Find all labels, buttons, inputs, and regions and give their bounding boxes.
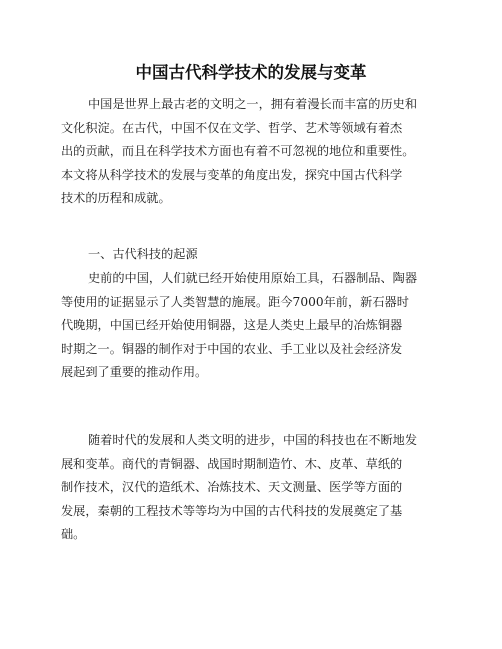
text-line: 代晚期，中国已经开始使用铜器，这是人类史上最早的冶炼铜器 <box>61 318 403 333</box>
text-line: 中国是世界上最古老的文明之一，拥有着漫长而丰富的历史和 <box>88 97 418 111</box>
intro-paragraph <box>61 93 461 211</box>
text-line: 等使用的证据显示了人类智慧的施展。距今7000年前，新石器时 <box>61 294 409 309</box>
body-paragraph-2 <box>61 429 461 547</box>
text-line: 展起到了重要的推动作用。 <box>61 365 208 380</box>
text-line: 本文将从科学技术的发展与变革的角度出发，探究中国古代科学 <box>61 167 403 182</box>
body-paragraph-1 <box>61 267 461 385</box>
text-line: 础。 <box>61 527 86 542</box>
text-line: 发展，秦朝的工程技术等等均为中国的古代科技的发展奠定了基 <box>61 503 403 518</box>
text-line: 时期之一。铜器的制作对于中国的农业、手工业以及社会经济发 <box>61 341 403 356</box>
document-title: 中国古代科学技术的发展与变革 <box>135 63 367 82</box>
text-line: 制作技术，汉代的造纸术、冶炼技术、天文测量、医学等方面的 <box>61 480 403 495</box>
text-line: 史前的中国，人们就已经开始使用原始工具，石器制品、陶器 <box>88 271 418 285</box>
text-line: 技术的历程和成就。 <box>61 191 171 206</box>
section-heading: 一、古代科技的起源 <box>88 247 198 261</box>
text-line: 文化积淀。在古代，中国不仅在文学、哲学、艺术等领域有着杰 <box>61 120 403 135</box>
text-line: 随着时代的发展和人类文明的进步，中国的科技也在不断地发 <box>88 433 418 447</box>
text-line: 出的贡献，而且在科学技术方面也有着不可忽视的地位和重要性。 <box>61 144 415 159</box>
text-line: 展和变革。商代的青铜器、战国时期制造竹、木、皮革、草纸的 <box>61 456 403 471</box>
